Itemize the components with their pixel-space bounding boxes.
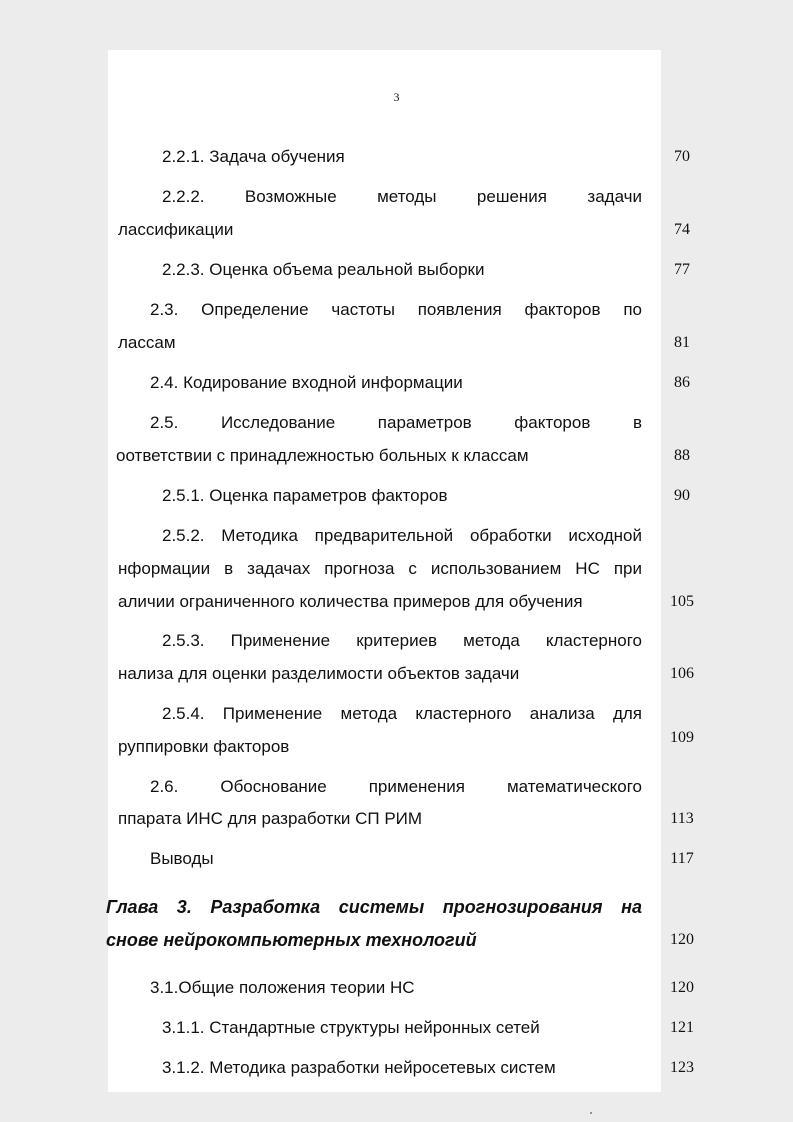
toc-entry-text: 2.4. Кодирование входной информации (150, 373, 463, 392)
toc-page-number: 86 (674, 374, 690, 391)
toc-entry-text: ппарата ИНС для разработки СП РИМ (118, 809, 423, 828)
toc-page-number: 120 (670, 979, 694, 996)
toc-page-number: 120 (670, 931, 694, 948)
toc-entry-text: 2.2.2. Возможные методы решения задачи (162, 187, 642, 206)
toc-chapter-heading: снове нейрокомпьютерных технологий (106, 930, 477, 950)
toc-entry-text: 2.2.3. Оценка объема реальной выборки (162, 260, 485, 279)
toc-page-number: 90 (674, 487, 690, 504)
toc-page-number: 109 (670, 729, 694, 746)
toc-entry-text: 2.5.3. Применение критериев метода кластерного (162, 631, 642, 650)
toc-page-number: 77 (674, 261, 690, 278)
toc-entry-text: 3.1.1. Стандартные структуры нейронных сетей (162, 1018, 540, 1037)
toc-entry-text: 2.5. Исследование параметров факторов в (150, 413, 642, 432)
toc-entry-text: 2.5.4. Применение метода кластерного анализа для (162, 704, 642, 723)
toc-page-number: 106 (670, 665, 694, 682)
toc-page-number: 88 (674, 447, 690, 464)
toc-page-number: 74 (674, 221, 690, 238)
toc-entry-text: 2.5.1. Оценка параметров факторов (162, 486, 448, 505)
toc-entry-text: 2.2.1. Задача обучения (162, 147, 345, 166)
toc-page-number: 117 (670, 850, 694, 867)
toc-entry-text: 3.1.Общие положения теории НС (150, 978, 415, 997)
toc-entry-text: руппировки факторов (118, 737, 290, 756)
toc-entry-text: 2.5.2. Методика предварительной обработки исходной (162, 526, 642, 545)
toc-entry-text: 2.3. Определение частоты появления факторов по (150, 300, 642, 319)
toc-chapter-heading: Глава 3. Разработка системы прогнозирования на (106, 897, 642, 917)
scan-speck (590, 1112, 592, 1114)
toc-page-number: 70 (674, 148, 690, 165)
toc-entry-text: 2.6. Обоснование применения математического (150, 777, 642, 796)
toc-entry-text: 3.1.2. Методика разработки нейросетевых систем (162, 1058, 556, 1077)
toc-entry-text: нформации в задачах прогноза с использованием НС при (118, 559, 642, 578)
toc-page-number: 123 (670, 1059, 694, 1076)
page-number: 3 (393, 90, 400, 104)
toc-page-number: 81 (674, 334, 690, 351)
toc-entry-text: Выводы (150, 849, 214, 868)
toc-entry-text: лассификации (118, 220, 234, 239)
toc-entry-text: аличии ограниченного количества примеров для обучения (118, 592, 583, 611)
toc-page-number: 105 (670, 593, 694, 610)
toc-page-number: 113 (670, 810, 694, 827)
toc-entry-text: лассам (118, 333, 176, 352)
toc-page-number: 121 (670, 1019, 694, 1036)
toc-entry-text: нализа для оценки разделимости объектов задачи (118, 664, 520, 683)
toc-entry-text: оответствии с принадлежностью больных к классам (116, 446, 529, 465)
